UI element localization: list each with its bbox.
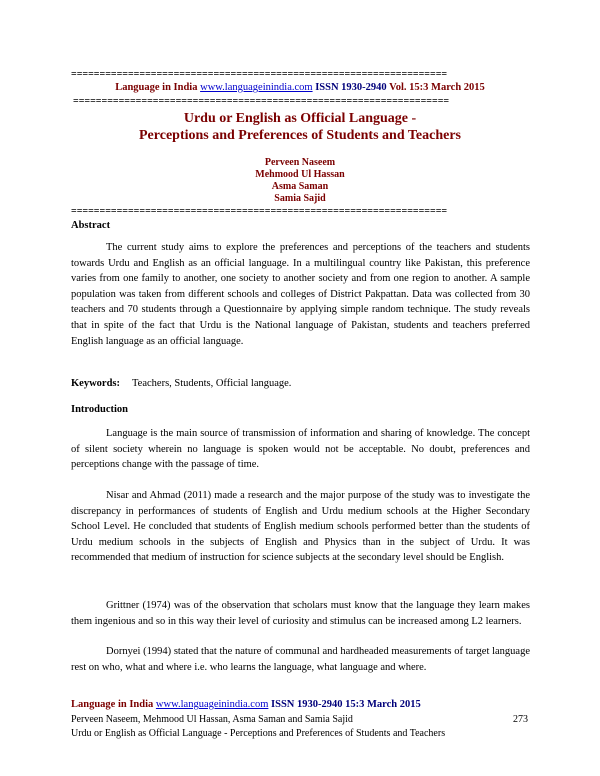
journal-name: Language in India — [115, 82, 198, 93]
page-number: 273 — [513, 714, 528, 725]
intro-paragraph-4: Dornyei (1994) stated that the nature of communal and hardheaded measurements of target language rest on who, what and where i.e. who learns the language, what language and where. — [71, 646, 530, 673]
footer-authors: Perveen Naseem, Mehmood Ul Hassan, Asma Saman and Samia Sajid — [71, 714, 353, 725]
intro-paragraph-3: Grittner (1974) was of the observation that scholars must know that the language they learn makes them ingenious and so in this way their level of curiosity and stimulus can be increased among L2 learners. — [71, 600, 530, 627]
header-journal-line — [0, 82, 600, 93]
abstract-heading: Abstract — [71, 220, 111, 231]
abstract-text: The current study aims to explore the preferences and perceptions of the teachers and students towards Urdu and English as an official language. In a multilingual country like Pakistan, this preference varies from one family to another, one society to another society and from one region to another. A sample population was taken from different schools and colleges of District Pakpattan. Data was collected from 30 teachers and 70 students through a Questionnaire by applying simple random technique. The study reveals that in spite of the fact that Urdu is the National language of Pakistan, students and teachers preferred English language as an official language. — [71, 242, 530, 347]
author-2: Mehmood Ul Hassan — [255, 169, 345, 180]
introduction-heading: Introduction — [71, 404, 128, 415]
footer-issn: ISSN 1930-2940 — [271, 699, 343, 710]
author-4: Samia Sajid — [274, 193, 326, 204]
keywords-label: Keywords: — [71, 378, 120, 389]
paper-title-line2: Perceptions and Preferences of Students and Teachers — [139, 128, 461, 143]
journal-volume: Vol. 15:3 March 2015 — [389, 82, 485, 93]
footer-journal-name: Language in India — [71, 699, 154, 710]
paper-title-line1: Urdu or English as Official Language - — [183, 111, 417, 126]
header-rule-top: ================================================================== — [71, 70, 448, 80]
journal-url-link[interactable]: www.languageinindia.com — [200, 82, 313, 93]
title-rule: ================================================================== — [71, 207, 448, 217]
keywords-text: Teachers, Students, Official language. — [132, 378, 292, 389]
header-rule-bottom: ================================================================== — [73, 97, 450, 107]
intro-paragraph-2: Nisar and Ahmad (2011) made a research and the major purpose of the study was to investigate the discrepancy in performances of students of English and Urdu medium schools at the Higher Secondary School Level. He concluded that students of English medium schools performed better than the students of Urdu medium schools in the subjects of English and Physics than in the subject of Urdu. It was recommended that medium of instruction for science subjects at the secondary level should be English. — [71, 490, 530, 564]
intro-paragraph-1: Language is the main source of transmission of information and sharing of knowledge. The concept of silent society wherein no language is spoken would not be acceptable. No doubt, preferences and perceptions change with the passage of time. — [71, 428, 530, 471]
footer-journal-line — [71, 699, 421, 710]
footer-journal-url-link[interactable]: www.languageinindia.com — [155, 699, 269, 710]
footer-date: 15:3 March 2015 — [345, 699, 421, 710]
author-1: Perveen Naseem — [264, 157, 336, 168]
keywords — [71, 378, 291, 389]
footer-title: Urdu or English as Official Language - Perceptions and Preferences of Students and Teachers — [71, 728, 446, 739]
author-3: Asma Saman — [271, 181, 329, 192]
journal-issn: ISSN 1930-2940 — [315, 82, 387, 93]
